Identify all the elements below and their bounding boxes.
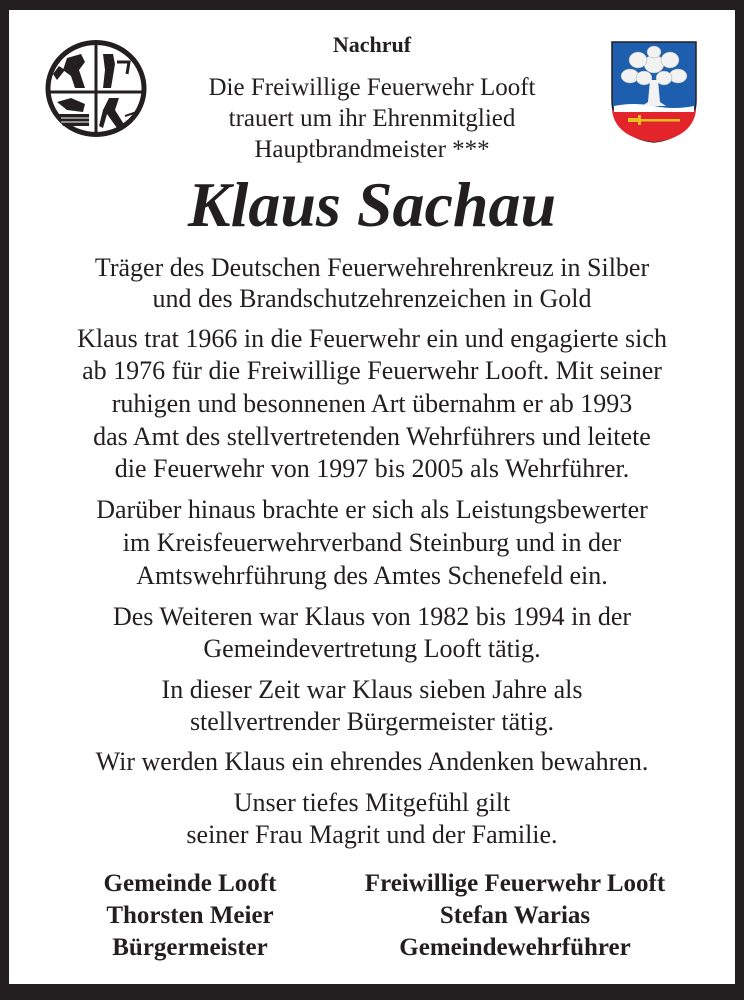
signature-fire-brigade [340,868,690,964]
body-line: ab 1976 für die Freiwillige Feuerwehr Looft. Mit seiner [82,356,662,385]
body-line: Klaus trat 1966 in die Feuerwehr ein und engagierte sich [77,324,667,353]
obituary-heading: Nachruf [332,32,412,57]
signature-role: Bürgermeister [112,934,268,961]
signature-municipality [40,868,340,964]
body-line: stellvertrender Bürgermeister tätig. [189,707,555,736]
intro-line: Die Freiwillige Feuerwehr Looft [208,74,536,101]
intro-line: Hauptbrandmeister *** [254,136,490,163]
body-line: Amtswehrführung des Amtes Schenefeld ein. [136,561,608,590]
signature-person: Thorsten Meier [106,902,274,929]
signature-organization: Gemeinde Looft [103,870,277,897]
body-line: In dieser Zeit war Klaus sieben Jahre als [161,675,583,704]
body-line: Des Weiteren war Klaus von 1982 bis 1994 in der [112,602,632,631]
body-line: Träger des Deutschen Feuerwehrehrenkreuz in Silber [94,253,650,282]
body-line: das Amt des stellvertretenden Wehrführers und leitete [93,422,651,451]
signature-role: Gemeindewehrführer [399,934,631,961]
deceased-name: Klaus Sachau [187,169,557,240]
signature-organization: Freiwillige Feuerwehr Looft [364,870,666,897]
body-line: seiner Frau Magrit und der Familie. [186,820,558,849]
body-line: die Feuerwehr von 1997 bis 2005 als Wehrführer. [114,454,630,483]
body-line: Unser tiefes Mitgefühl gilt [233,788,511,817]
body-line: Wir werden Klaus ein ehrendes Andenken bewahren. [95,747,649,776]
intro-line: trauert um ihr Ehrenmitglied [228,105,516,132]
body-line: im Kreisfeuerwehrverband Steinburg und in der [122,528,622,557]
body-line: Darüber hinaus brachte er sich als Leistungsbewerter [96,495,648,524]
body-line: und des Brandschutzehrenzeichen in Gold [152,284,592,313]
body-line: Gemeindevertretung Looft tätig. [203,634,541,663]
body-line: ruhigen und besonnenen Art übernahm er ab 1993 [111,389,633,418]
signature-person: Stefan Warias [439,902,591,929]
